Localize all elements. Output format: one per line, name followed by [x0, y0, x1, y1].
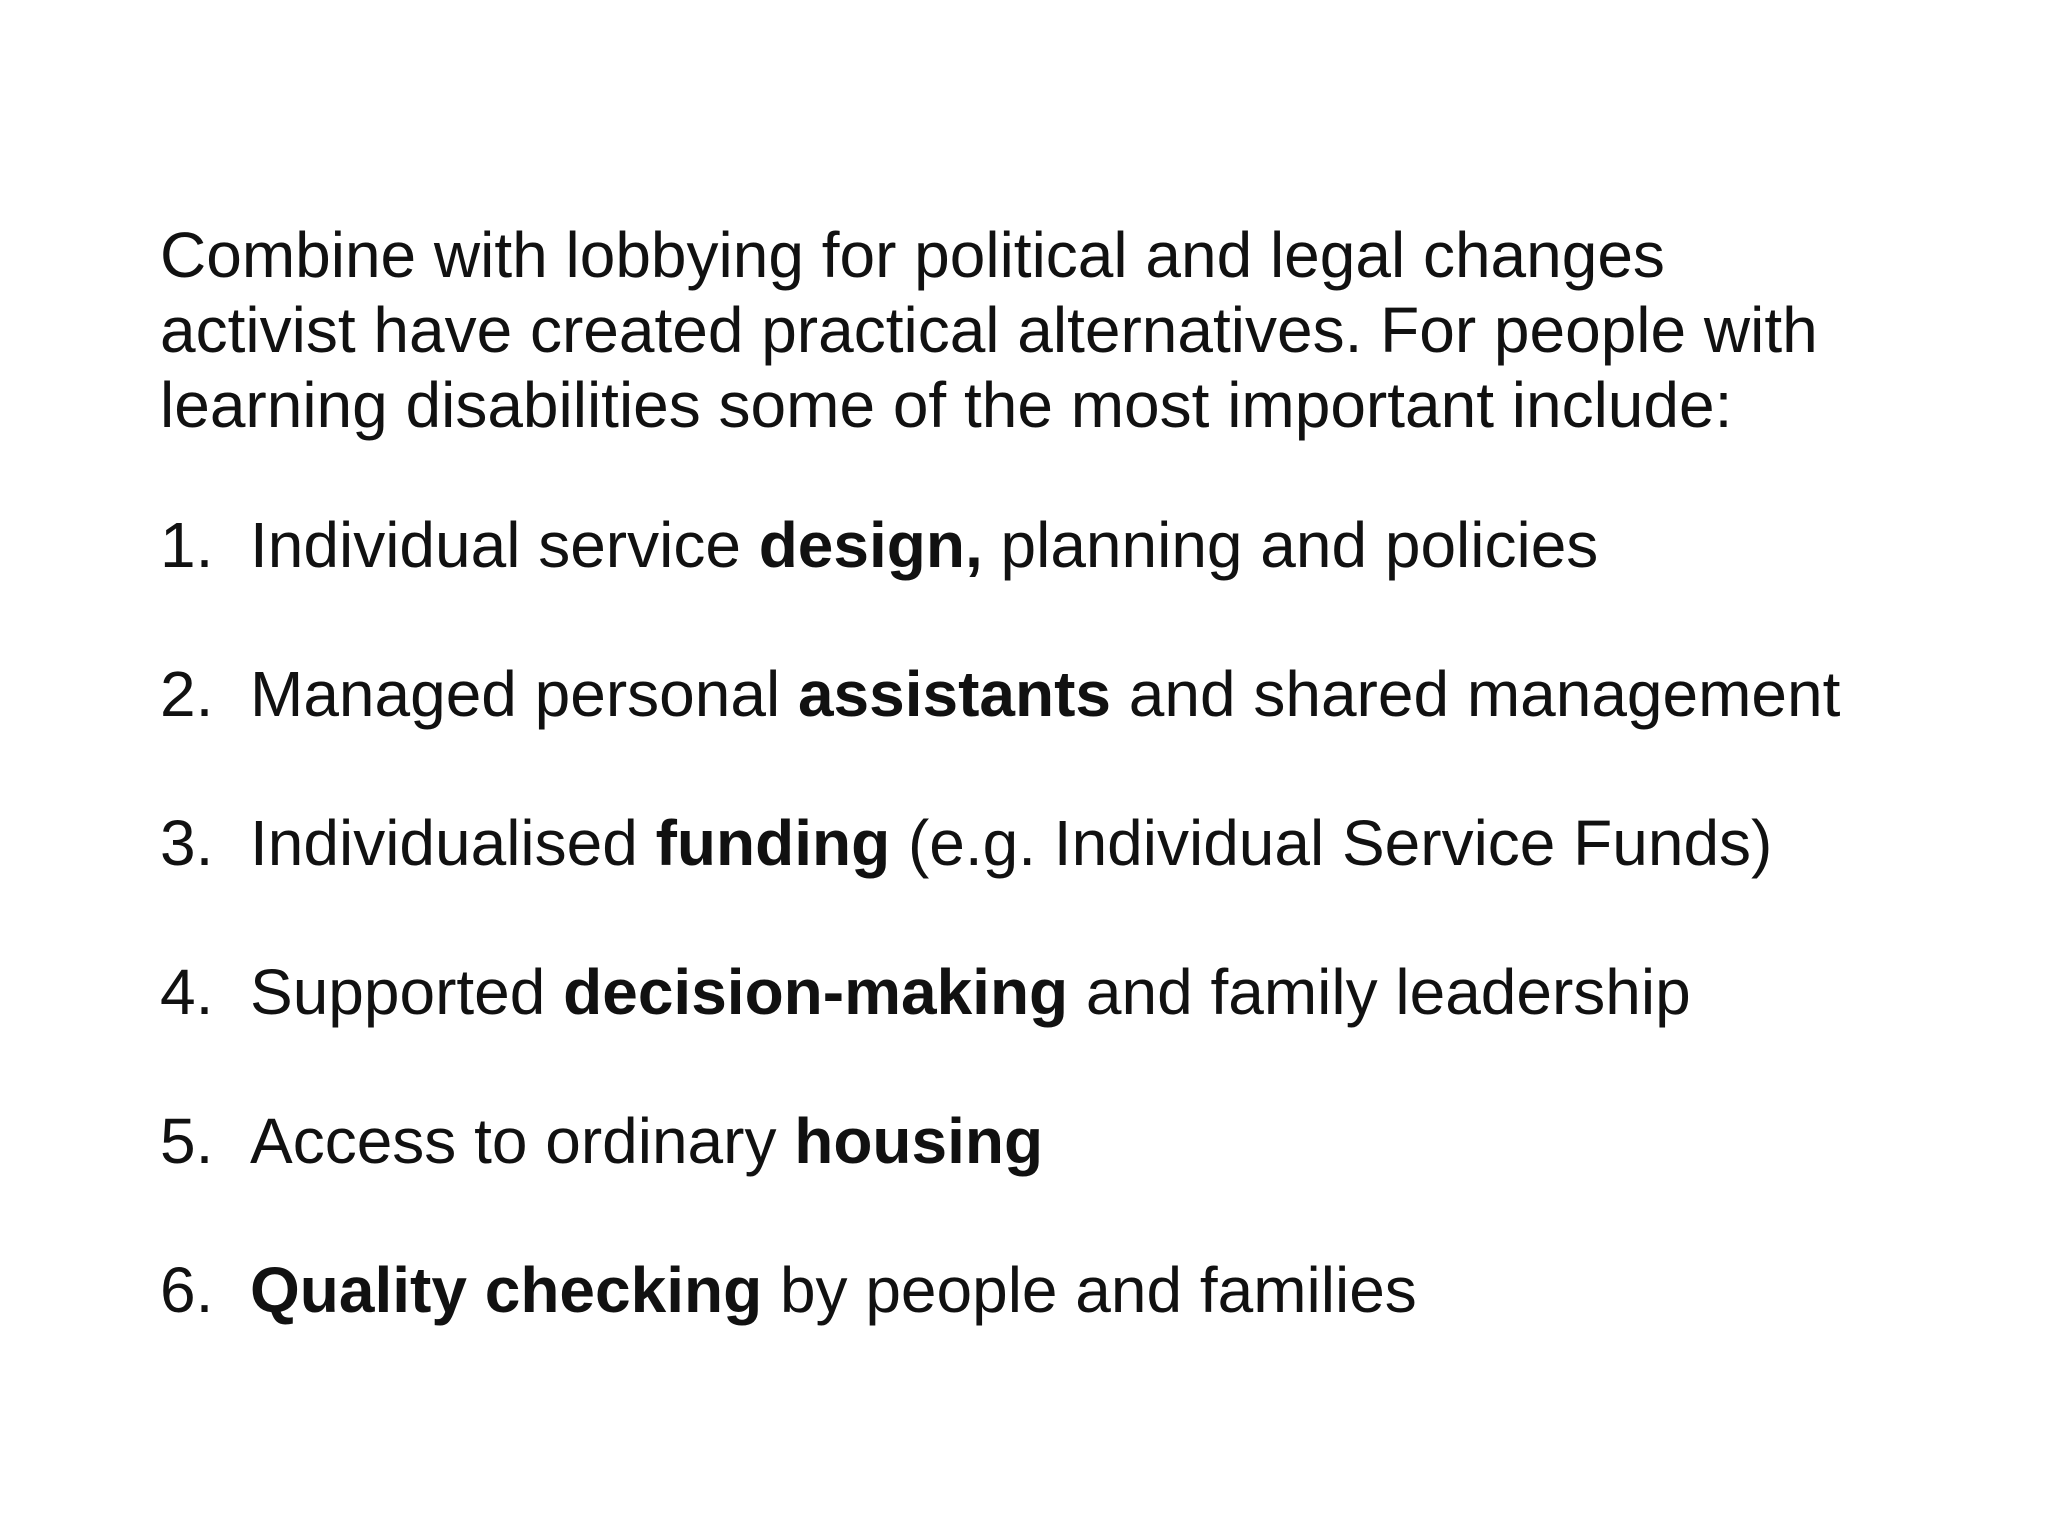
intro-paragraph — [160, 218, 1960, 443]
item-text-before: Access to ordinary — [250, 1105, 795, 1177]
item-keyword: design, — [758, 509, 983, 581]
item-keyword: Quality checking — [250, 1254, 763, 1326]
item-keyword: decision-making — [563, 956, 1069, 1028]
item-text — [250, 807, 1772, 879]
item-number: 5. — [160, 1105, 214, 1177]
alternatives-list — [160, 508, 1980, 1402]
item-text — [250, 1105, 1043, 1177]
item-text — [250, 1254, 1417, 1326]
list-item — [160, 508, 1980, 657]
item-keyword: housing — [794, 1105, 1044, 1177]
item-text — [250, 509, 1598, 581]
intro-line: learning disabilities some of the most important include: — [160, 369, 1733, 441]
list-item — [160, 806, 1980, 955]
list-item — [160, 1104, 1980, 1253]
item-text-after: planning and policies — [982, 509, 1599, 581]
item-text-before: Supported — [250, 956, 564, 1028]
item-text-before: Individualised — [250, 807, 656, 879]
item-text-after: (e.g. Individual Service Funds) — [890, 807, 1773, 879]
item-number: 2. — [160, 658, 214, 730]
item-text-before: Individual service — [250, 509, 759, 581]
item-text — [250, 658, 1840, 730]
list-item — [160, 657, 1980, 806]
intro-line: Combine with lobbying for political and legal changes — [160, 219, 1665, 291]
list-item — [160, 955, 1980, 1104]
item-number: 6. — [160, 1254, 214, 1326]
item-text-after: and family leadership — [1068, 956, 1691, 1028]
list-item — [160, 1253, 1980, 1402]
item-text-after: and shared management — [1111, 658, 1841, 730]
item-number: 4. — [160, 956, 214, 1028]
item-text-after: by people and families — [762, 1254, 1417, 1326]
item-number: 1. — [160, 509, 214, 581]
intro-line: activist have created practical alternatives. For people with — [160, 294, 1818, 366]
item-number: 3. — [160, 807, 214, 879]
item-text-before: Managed personal — [250, 658, 798, 730]
item-text — [250, 956, 1691, 1028]
item-keyword: assistants — [797, 658, 1111, 730]
item-keyword: funding — [655, 807, 891, 879]
